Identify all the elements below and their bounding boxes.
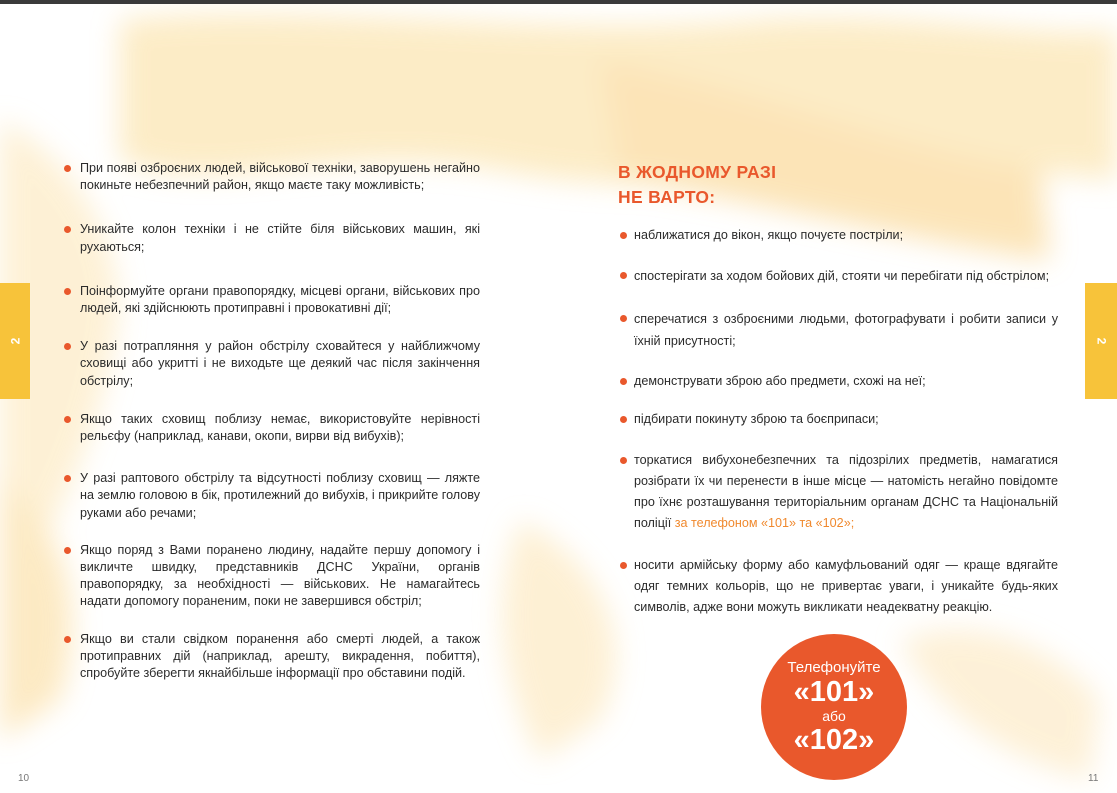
section-heading: В ЖОДНОМУ РАЗІ НЕ ВАРТО: [618,162,777,207]
bullet-icon [620,315,627,322]
bullet-icon [64,475,71,482]
bullet-icon [64,226,71,233]
bullet-icon [620,457,627,464]
list-item: Якщо таких сховищ поблизу немає, використовуйте нерівності рельєфу (наприклад, канави, окопи, вирви від вибухів); [62,411,480,445]
top-dark-bar [0,0,1117,4]
bullet-icon [620,378,627,385]
call-label: Телефонуйте [787,659,881,676]
left-page-content [62,160,480,682]
list-item: наближатися до вікон, якщо почуєте постріли; [618,227,1058,244]
bullet-icon [64,165,71,172]
bullet-icon [64,416,71,423]
prohibited-actions-list [618,227,1058,618]
bullet-icon [64,343,71,350]
list-item: сперечатися з озброєними людьми, фотографувати і робити записи у їхній присутності; [618,308,1058,352]
bullet-icon [620,416,627,423]
list-item: підбирати покинуту зброю та боєприпаси; [618,411,1058,428]
call-connector: або [822,708,846,724]
bullet-icon [64,636,71,643]
list-item: Якщо поряд з Вами поранено людину, надайте першу допомогу і викличте швидку, представників ДСНС України, органів правопорядку, за необхідності — військових. Не намагайтесь надати допомогу пораненим, поки не завершився обстріл; [62,542,480,611]
list-item: демонструвати зброю або предмети, схожі на неї; [618,373,1058,390]
list-item: Поінформуйте органи правопорядку, місцеві органи, військових про людей, які здійснюють протиправні і провокативні дії; [62,283,480,317]
list-item: носити армійську форму або камуфльований одяг — краще вдягайте одяг темних кольорів, що не привертає уваги, і уникайте будь-яких символів, адже вони можуть викликати неадекватну реакцію. [618,555,1058,618]
left-section-tab-number: 2 [8,337,22,345]
right-section-tab-number: 2 [1094,337,1108,345]
left-section-tab [0,283,30,399]
list-item: У разі потрапляння у район обстрілу сховайтеся у найближчому сховищі або укритті і не виходьте ще деякий час після закінчення обстрілу; [62,338,480,390]
list-item: спостерігати за ходом бойових дій, стояти чи перебігати під обстрілом; [618,265,1058,287]
bullet-icon [620,232,627,239]
list-item: У разі раптового обстрілу та відсутності поблизу сховищ — ляжте на землю головою в бік, протилежний до вибухів, і прикрийте голову руками або речами; [62,470,480,522]
phone-number-101: «101» [793,676,875,708]
list-item: При появі озброєних людей, військової техніки, заворушень негайно покиньте небезпечний район, якщо маєте таку можливість; [62,160,480,194]
list-item: Уникайте колон техніки і не стійте біля військових машин, які рухаються; [62,221,480,255]
list-item: Якщо ви стали свідком поранення або смерті людей, а також протиправних дій (наприклад, арешту, викрадення, побиття), спробуйте зберегти якнайбільше інформації про обставини подій. [62,631,480,683]
right-page-number: 11 [1088,773,1099,784]
right-page-content [618,160,1058,618]
bullet-icon [64,288,71,295]
bullet-icon [620,272,627,279]
emergency-call-badge [761,634,907,780]
left-page-number: 10 [18,773,30,784]
right-section-tab [1085,283,1117,399]
phone-number-102: «102» [793,724,875,756]
bullet-icon [620,562,627,569]
phone-highlight: за телефоном «101» та «102»; [674,515,855,530]
bullet-icon [64,547,71,554]
safety-advice-list [62,160,480,682]
list-item: торкатися вибухонебезпечних та підозрілих предметів, намагатися розібрати їх чи перенести в інше місце — натомість негайно повідомте про їхнє розташування територіальним органам ДСНС та Національній поліції за телефоном «101» та «102»; [618,450,1058,534]
